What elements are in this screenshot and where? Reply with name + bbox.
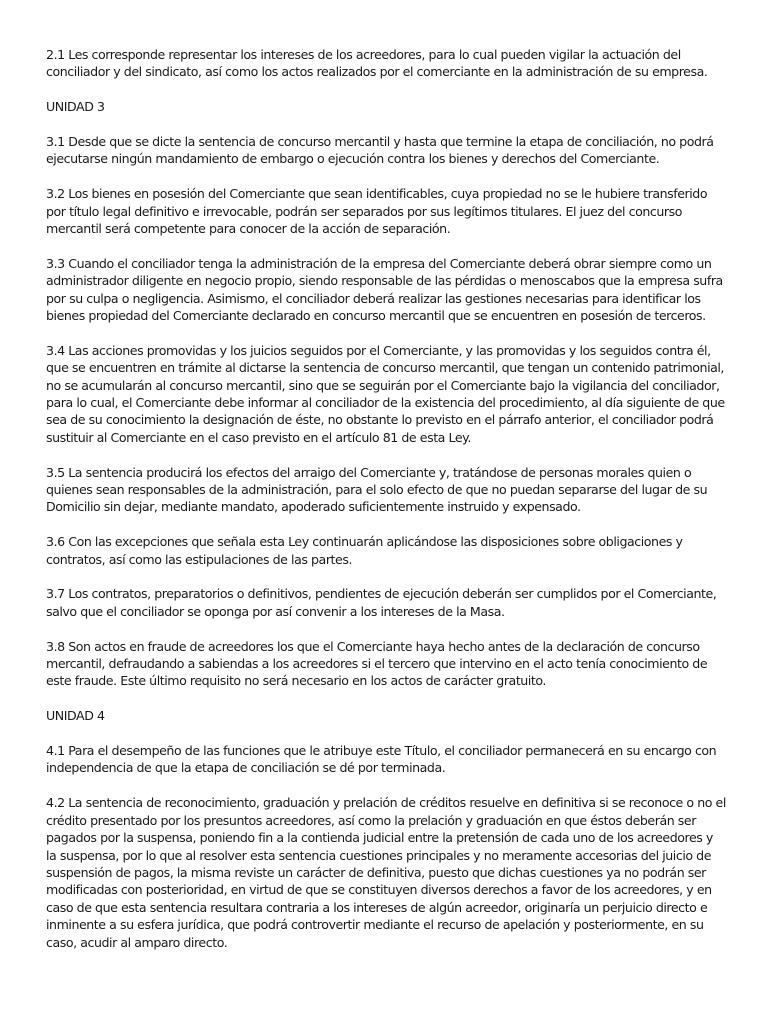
paragraph-3-4: 3.4 Las acciones promovidas y los juicios seguidos por el Comerciante, y las promovidas y los seguidos contra él, que se encuentren en trámite al dictarse la sentencia de concurso mercantil, que tengan un contenido patrimonial, no se acumularán al concurso mercantil, sino que se seguirán por el Comerciante bajo la vigilancia del conciliador, para lo cual, el Comerciante debe informar al conciliador de la existencia del procedimiento, al día siguiente de que sea de su conocimiento la designación de éste, no obstante lo previsto en el párrafo anterior, el conciliador podrá sustituir al Comerciante en el caso previsto en el artículo 81 de esta Ley. [46,342,725,445]
paragraph-3-1: 3.1 Desde que se dicte la sentencia de concurso mercantil y hasta que termine la etapa de conciliación, no podrá ejecutarse ningún mandamiento de embargo o ejecución contra los bienes y derechos del Comerciante. [46,134,714,167]
paragraph-3-5: 3.5 La sentencia producirá los efectos del arraigo del Comerciante y, tratándose de personas morales quien o quienes sean responsables de la administración, para el solo efecto de que no puedan separarse del lugar de su Domicilio sin dejar, mediante mandato, apoderado suficientemente instruido y expensado. [46,464,708,515]
document-page [46,46,726,968]
paragraph-3-7: 3.7 Los contratos, preparatorios o definitivos, pendientes de ejecución deberán ser cumplidos por el Comerciante, salvo que el conciliador se oponga por así convenir a los intereses de la Masa. [46,586,717,619]
paragraph-2-1: 2.1 Les corresponde representar los intereses de los acreedores, para lo cual pueden vigilar la actuación del conciliador y del sindicato, así como los actos realizados por el comerciante en la administración de su empresa. [46,47,708,80]
paragraph-3-3: 3.3 Cuando el conciliador tenga la administración de la empresa del Comerciante deberá obrar siempre como un administrador diligente en negocio propio, siendo responsable de las pérdidas o menoscabos que la empresa sufra por su culpa o negligencia. Asimismo, el conciliador deberá realizar las gestiones necesarias para identificar los bienes propiedad del Comerciante declarado en concurso mercantil que se encuentren en posesión de terceros. [46,255,723,324]
paragraph-4-2: 4.2 La sentencia de reconocimiento, graduación y prelación de créditos resuelve en definitiva si se reconoce o no el crédito presentado por los presuntos acreedores, así como la prelación y graduación en que éstos deberán ser pagados por la suspensa, poniendo fin a la contienda judicial entre la pretensión de cada uno de los acreedores y la suspensa, por lo que al resolver esta sentencia cuestiones principales y no meramente accesorias del juicio de suspensión de pagos, la misma reviste un carácter de definitiva, puesto que dichas cuestiones ya no podrán ser modificadas con posterioridad, en virtud de que se constituyen diversos derechos a favor de los acreedores, y en caso de que esta sentencia resultara contraria a los intereses de algún acreedor, originaría un perjuicio directo e inminente a su esfera jurídica, que podrá controvertir mediante el recurso de apelación y posteriormente, en su caso, acudir al amparo directo. [46,795,726,950]
paragraph-3-2: 3.2 Los bienes en posesión del Comerciante que sean identificables, cuya propiedad no se le hubiere transferido por título legal definitivo e irrevocable, podrán ser separados por sus legítimos titulares. El juez del concurso mercantil será competente para conocer de la acción de separación. [46,186,708,237]
paragraph-4-1: 4.1 Para el desempeño de las funciones que le atribuye este Título, el conciliador permanecerá en su encargo con independencia de que la etapa de conciliación se dé por terminada. [46,743,717,776]
heading-unidad-4: UNIDAD 4 [46,708,105,724]
paragraph-3-6: 3.6 Con las excepciones que señala esta Ley continuarán aplicándose las disposiciones sobre obligaciones y contratos, así como las estipulaciones de las partes. [46,534,683,567]
heading-unidad-3: UNIDAD 3 [46,99,105,115]
paragraph-3-8: 3.8 Son actos en fraude de acreedores los que el Comerciante haya hecho antes de la declaración de concurso mercantil, defraudando a sabiendas a los acreedores si el tercero que intervino en el acto tenía conocimiento de este fraude. Este último requisito no será necesario en los actos de carácter gratuito. [46,638,708,689]
